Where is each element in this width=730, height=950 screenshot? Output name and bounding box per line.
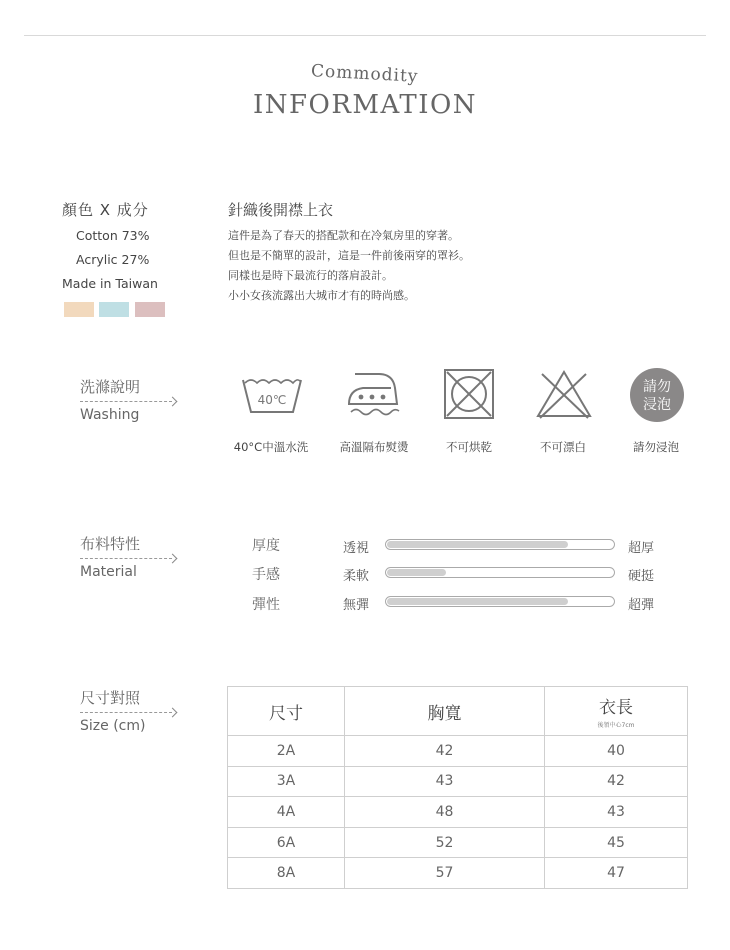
table-cell: 48	[345, 797, 545, 828]
table-header-label: 衣長	[599, 698, 633, 718]
table-cell: 3A	[228, 766, 345, 797]
wash-tub-icon	[241, 368, 303, 420]
color-swatch	[64, 302, 94, 317]
table-header-cell	[545, 687, 688, 736]
table-row	[228, 827, 688, 858]
material-row-label: 彈性	[252, 597, 280, 613]
table-cell: 45	[545, 827, 688, 858]
table-row	[228, 797, 688, 828]
table-header-row	[228, 687, 688, 736]
arrow-right-icon	[168, 708, 178, 718]
table-cell: 42	[345, 736, 545, 767]
arrow-right-icon	[168, 397, 178, 407]
table-cell: 6A	[228, 827, 345, 858]
material-scale-track	[385, 567, 615, 578]
dashed-divider	[80, 712, 172, 713]
table-cell: 52	[345, 827, 545, 858]
table-cell: 8A	[228, 858, 345, 889]
table-header-note: 後領中心7cm	[597, 722, 635, 729]
no-bleach-icon	[534, 368, 594, 424]
composition-title: 顏色 X 成分	[62, 201, 149, 219]
product-desc-line: 這件是為了春天的搭配款和在冷氣房里的穿著。	[228, 229, 459, 242]
wash-label: 40°C中溫水洗	[233, 440, 309, 454]
product-desc-line: 但也是不簡單的設計，這是一件前後兩穿的罩衫。	[228, 249, 470, 262]
table-row	[228, 858, 688, 889]
material-label-zh: 布料特性	[80, 535, 141, 553]
material-scale-fill	[387, 598, 568, 605]
material-scale-fill	[387, 541, 568, 548]
top-divider	[24, 35, 706, 36]
wash-label: 高溫隔布熨燙	[339, 440, 409, 454]
table-header-cell: 胸寬	[345, 687, 545, 736]
product-title: 針織後開襟上衣	[228, 201, 334, 219]
product-desc-line: 同樣也是時下最流行的落肩設計。	[228, 269, 393, 282]
dashed-divider	[80, 558, 172, 559]
no-tumble-dry-icon	[443, 368, 495, 424]
washing-label-en: Washing	[80, 407, 140, 423]
table-header-cell: 尺寸	[228, 687, 345, 736]
product-desc-line: 小小女孩流露出大城市才有的時尚感。	[228, 289, 415, 302]
material-max-label: 超彈	[628, 598, 655, 613]
svg-text:40℃: 40℃	[257, 393, 287, 407]
composition-line: Acrylic 27%	[76, 252, 150, 267]
material-min-label: 透視	[343, 541, 370, 556]
table-row	[228, 736, 688, 767]
material-max-label: 硬挺	[628, 569, 655, 584]
composition-line: Made in Taiwan	[62, 276, 158, 291]
color-swatch	[99, 302, 129, 317]
table-cell: 47	[545, 858, 688, 889]
wash-label: 請勿浸泡	[633, 440, 679, 454]
material-row-label: 手感	[252, 567, 280, 583]
arrow-right-icon	[168, 554, 178, 564]
size-label-zh: 尺寸對照	[80, 689, 141, 707]
size-table	[227, 686, 688, 889]
table-cell: 43	[345, 766, 545, 797]
svg-text:浸泡: 浸泡	[643, 397, 671, 413]
wash-label: 不可漂白	[540, 440, 586, 454]
composition-line: Cotton 73%	[76, 228, 150, 243]
table-cell: 43	[545, 797, 688, 828]
color-swatch	[135, 302, 165, 317]
material-scale-track	[385, 539, 615, 550]
material-max-label: 超厚	[628, 541, 655, 556]
table-cell: 42	[545, 766, 688, 797]
table-cell: 57	[345, 858, 545, 889]
material-min-label: 柔軟	[343, 569, 370, 584]
washing-label-zh: 洗滌說明	[80, 378, 141, 396]
table-row	[228, 766, 688, 797]
header-title: INFORMATION	[252, 90, 478, 120]
table-cell: 40	[545, 736, 688, 767]
dashed-divider	[80, 401, 172, 402]
material-row-label: 厚度	[252, 538, 280, 554]
material-scale-track	[385, 596, 615, 607]
svg-text:請勿: 請勿	[643, 379, 671, 395]
header-subtitle: Commodity	[310, 61, 420, 87]
material-label-en: Material	[80, 564, 137, 580]
material-min-label: 無彈	[343, 598, 370, 613]
wash-label: 不可烘乾	[446, 440, 492, 454]
material-scale-fill	[387, 569, 446, 576]
table-cell: 4A	[228, 797, 345, 828]
no-soak-icon	[629, 368, 685, 428]
table-cell: 2A	[228, 736, 345, 767]
iron-icon	[345, 368, 403, 422]
size-label-en: Size (cm)	[80, 718, 146, 734]
